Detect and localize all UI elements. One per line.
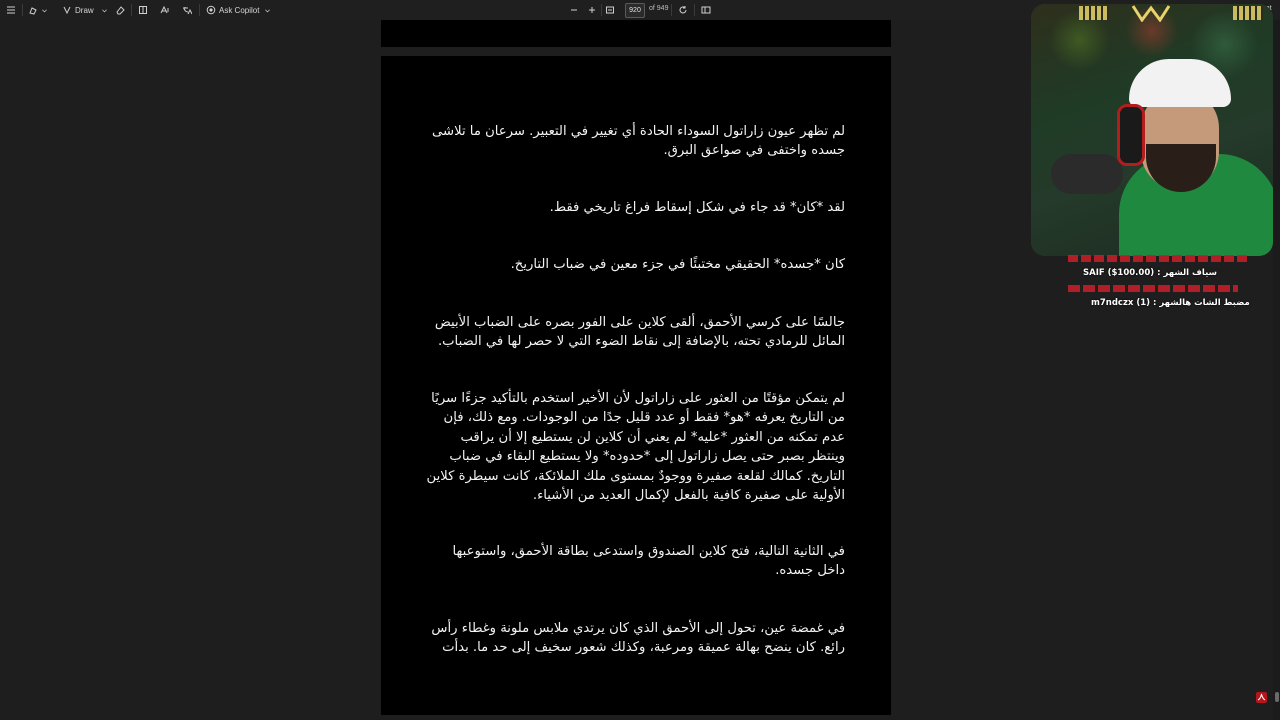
minus-icon <box>569 5 579 15</box>
draw-label: Draw <box>75 5 94 15</box>
pen-icon <box>62 5 72 15</box>
contents-button[interactable] <box>6 3 16 17</box>
translate-button[interactable] <box>182 3 192 17</box>
highlight-button[interactable] <box>28 3 48 17</box>
pdf-page <box>381 56 891 715</box>
chevron-down-icon <box>264 7 271 14</box>
read-aloud-button[interactable] <box>160 3 170 17</box>
chevron-down-icon <box>101 7 108 14</box>
microphone <box>1051 154 1123 194</box>
zoom-out-button[interactable] <box>569 3 579 17</box>
top-donor-label: SAIF ($100.00) : سياف الشهر <box>1083 268 1217 278</box>
eraser-button[interactable] <box>115 3 125 17</box>
fit-page-icon <box>605 5 615 15</box>
overlay-red-bar <box>1068 254 1248 263</box>
paragraph: لم تظهر عيون زاراتول السوداء الحادة أي تغيير في التعبير. سرعان ما تلاشى جسده واختفى في صواعق البرق. <box>432 124 845 159</box>
copilot-icon <box>206 5 216 15</box>
eraser-icon <box>115 5 125 15</box>
paragraph: لقد *كان* قد جاء في شكل إسقاط فراغ تاريخي فقط. <box>549 200 845 215</box>
page-view-icon <box>138 5 148 15</box>
rotate-icon <box>678 5 688 15</box>
view-button[interactable] <box>138 3 148 17</box>
chevron-down-icon <box>41 7 48 14</box>
rotate-button[interactable] <box>678 3 688 17</box>
zoom-in-button[interactable] <box>587 3 597 17</box>
scrollbar[interactable] <box>1273 20 1280 720</box>
draw-button[interactable] <box>62 3 108 17</box>
crown-icon <box>1131 4 1171 22</box>
page-total: of 949 <box>649 5 669 12</box>
fit-page-button[interactable] <box>605 3 615 17</box>
page-layout-button[interactable] <box>701 3 711 17</box>
read-aloud-icon <box>160 5 170 15</box>
previous-page <box>381 20 891 47</box>
two-page-icon <box>701 5 711 15</box>
highlighter-icon <box>28 5 38 15</box>
scrollbar-thumb[interactable] <box>1275 692 1279 702</box>
paragraph: في الثانية التالية، فتح كلاين الصندوق واستدعى بطاقة الأحمق، واستوعبها داخل جسده. <box>452 544 845 579</box>
paragraph: في غمضة عين، تحول إلى الأحمق الذي كان يرتدي ملابس ملونة وغطاء رأس رائع. كان ينضح بهالة عميقة ومرعبة، وكذلك شعور سخيف إلى حد ما. بدأت <box>431 621 845 656</box>
list-icon <box>6 5 16 15</box>
webcam-overlay <box>1031 4 1273 256</box>
paragraph: كان *جسده* الحقيقي مختبئًا في جزء معين في ضباب التاريخ. <box>510 257 845 272</box>
headset <box>1117 104 1145 166</box>
page-number-input[interactable]: 920 <box>625 3 645 18</box>
overlay-red-bar <box>1068 284 1238 293</box>
ask-copilot-button[interactable] <box>206 3 271 17</box>
ask-copilot-label: Ask Copilot <box>219 5 260 15</box>
paragraph: جالسًا على كرسي الأحمق، ألقى كلاين على الفور بصره على الضباب الأبيض المائل للرمادي تحته، بالإضافة إلى نقاط الضوء التي لا حصر لها في الضباب. <box>434 315 845 350</box>
pdf-app-icon[interactable] <box>1256 692 1267 703</box>
top-chatter-label: m7ndczx (1) : مضبط الشات هالشهر <box>1091 298 1250 308</box>
paragraph: لم يتمكن مؤقتًا من العثور على زاراتول لأن الأخير استخدم بالتأكيد جزءًا سريًا من التاريخ يعرفه *هو* فقط أو عدد قليل جدًا من الوجودات. ومع ذلك، فإن عدم تمكنه من العثور *عليه* لم يعني أن كلاين لن يستطيع إلا أن يراقب وينتظر بصبر حتى يصل زاراتول إلى *حدوده* ولا يستطيع البقاء في ضباب التاريخ. كمالك لقلعة صفيرة ووجودٌ بمستوى ملك الملائكة، كانت سيطرة كلاين الأولية على صفيرة كافية بالفعل لإكمال العديد من الأشياء. <box>426 391 845 504</box>
translate-icon <box>182 5 192 15</box>
plus-icon <box>587 5 597 15</box>
